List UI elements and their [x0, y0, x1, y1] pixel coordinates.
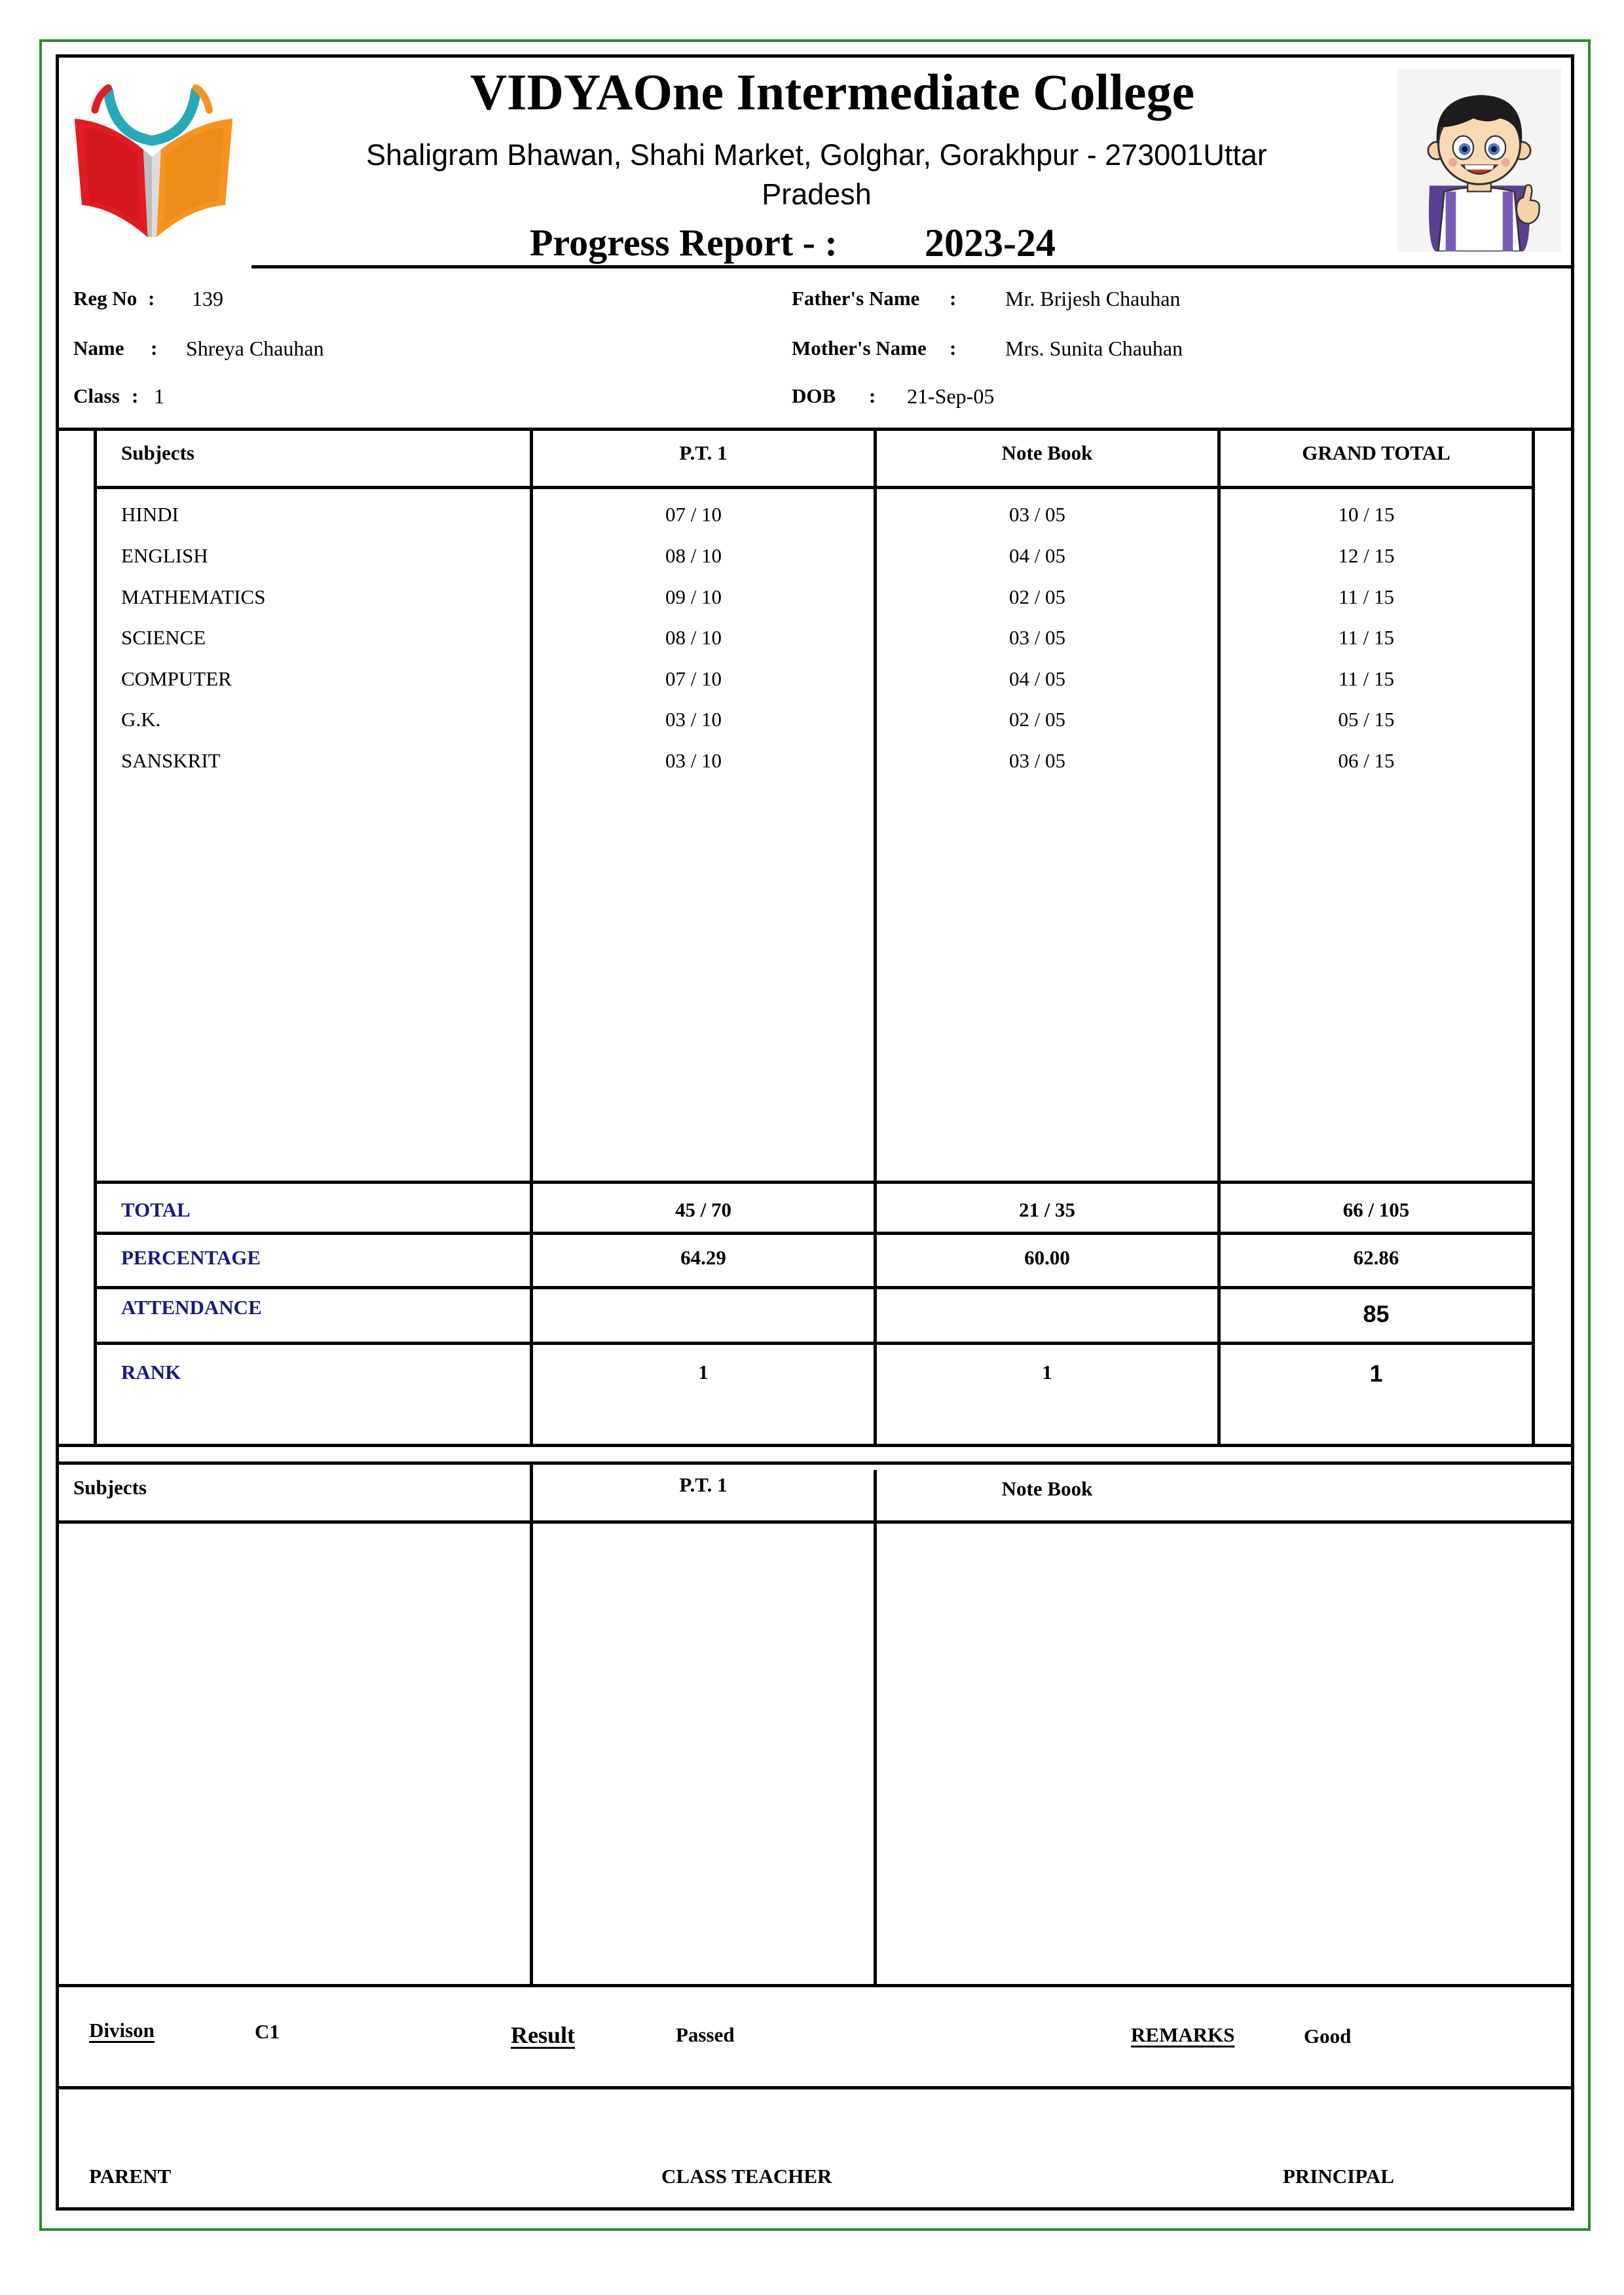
co-scholastic-header-pt1: P.T. 1	[679, 1473, 728, 1496]
percentage-pt1: 64.29	[680, 1246, 726, 1269]
dob-value: 21-Sep-05	[907, 384, 995, 408]
student-name-label: Name	[73, 337, 124, 359]
class-label: Class	[73, 384, 120, 407]
table-row	[0, 502, 1624, 528]
mother-name-value: Mrs. Sunita Chauhan	[1005, 337, 1183, 360]
report-session: 2023-24	[925, 221, 1056, 265]
marks-right-border	[1532, 429, 1535, 1445]
percentage-notebook: 60.00	[1024, 1246, 1070, 1269]
notebook-mark: 03 / 05	[1008, 626, 1066, 649]
percentage-label: PERCENTAGE	[121, 1246, 261, 1269]
table-row	[0, 543, 1624, 569]
grand-total-mark: 06 / 15	[1338, 749, 1395, 772]
pt1-mark: 09 / 10	[665, 585, 722, 608]
parent-signature-label: PARENT	[89, 2165, 172, 2188]
attendance-label: ATTENDANCE	[121, 1296, 262, 1319]
grand-total-mark: 11 / 15	[1338, 667, 1394, 690]
school-logo	[70, 73, 237, 242]
mother-name-separator: :	[950, 337, 957, 359]
total-row	[0, 1197, 1624, 1223]
table-row	[0, 625, 1624, 651]
attendance-value: 85	[1363, 1300, 1390, 1327]
total-notebook: 21 / 35	[1018, 1198, 1076, 1221]
open-book-logo-icon	[70, 73, 237, 242]
total-grand-total: 66 / 105	[1342, 1198, 1410, 1221]
student-cartoon-icon	[1397, 69, 1561, 251]
reg-no-label: Reg No	[73, 287, 138, 310]
subject-name: HINDI	[121, 503, 179, 526]
reg-no-separator: :	[148, 287, 155, 310]
principal-signature-label: PRINCIPAL	[1283, 2165, 1394, 2188]
notebook-mark: 02 / 05	[1008, 708, 1066, 731]
table-row	[0, 666, 1624, 692]
student-photo	[1397, 69, 1561, 251]
marks-col-divider	[874, 429, 877, 1445]
grand-total-mark: 12 / 15	[1338, 544, 1395, 567]
grand-total-mark: 05 / 15	[1338, 708, 1395, 731]
mother-name-label: Mother's Name	[792, 337, 927, 359]
co-scholastic-header-divider	[56, 1520, 1574, 1524]
grand-total-mark: 10 / 15	[1338, 503, 1395, 526]
subject-name: SANSKRIT	[121, 749, 221, 772]
header-divider	[251, 265, 1574, 268]
percentage-row-divider	[94, 1286, 1535, 1289]
father-name-label: Father's Name	[792, 287, 920, 310]
co-scholastic-top-line	[56, 1461, 1574, 1465]
co-scholastic-col-divider	[874, 1470, 877, 1985]
pt1-mark: 03 / 10	[665, 749, 722, 772]
class-separator: :	[132, 384, 139, 407]
notebook-mark: 03 / 05	[1008, 503, 1066, 526]
co-scholastic-header-notebook: Note Book	[1001, 1477, 1093, 1500]
report-frame	[56, 54, 1574, 2211]
percentage-row	[0, 1245, 1624, 1271]
dob-label: DOB	[792, 384, 836, 407]
notebook-mark: 04 / 05	[1008, 667, 1066, 690]
total-label: TOTAL	[121, 1198, 191, 1221]
division-label: Divison	[89, 2019, 155, 2042]
rank-pt1: 1	[698, 1361, 709, 1384]
marks-left-border	[94, 429, 97, 1445]
table-row	[0, 707, 1624, 733]
subject-name: G.K.	[121, 708, 161, 731]
total-pt1: 45 / 70	[674, 1198, 732, 1221]
rank-grand-total: 1	[1369, 1360, 1383, 1387]
dob-separator: :	[869, 384, 876, 407]
result-divider	[56, 2086, 1574, 2089]
attendance-row-divider	[94, 1342, 1535, 1345]
co-scholastic-col-divider	[530, 1463, 533, 1985]
student-name-separator: :	[151, 337, 158, 359]
father-name-separator: :	[950, 287, 957, 310]
notebook-mark: 04 / 05	[1008, 544, 1066, 567]
percentage-grand-total: 62.86	[1353, 1246, 1399, 1269]
subject-name: ENGLISH	[121, 544, 208, 567]
class-value: 1	[154, 384, 164, 408]
co-scholastic-header-subjects: Subjects	[73, 1476, 147, 1499]
pt1-mark: 08 / 10	[665, 626, 722, 649]
total-row-divider	[94, 1232, 1535, 1235]
marks-col-divider	[1217, 429, 1221, 1445]
pt1-mark: 08 / 10	[665, 544, 722, 567]
rank-label: RANK	[121, 1361, 181, 1384]
table-row	[0, 748, 1624, 774]
result-label: Result	[511, 2022, 575, 2048]
result-value: Passed	[676, 2023, 735, 2046]
report-title: Progress Report - :	[530, 221, 838, 264]
notebook-mark: 03 / 05	[1008, 749, 1066, 772]
grand-total-mark: 11 / 15	[1338, 626, 1394, 649]
column-header-pt1: P.T. 1	[679, 441, 728, 464]
subject-name: COMPUTER	[121, 667, 232, 690]
column-header-notebook: Note Book	[1001, 441, 1093, 464]
co-scholastic-bottom-line	[56, 1984, 1574, 1987]
attendance-row	[0, 1294, 1624, 1327]
pt1-mark: 07 / 10	[665, 503, 722, 526]
class-teacher-signature-label: CLASS TEACHER	[661, 2165, 832, 2188]
notebook-mark: 02 / 05	[1008, 585, 1066, 608]
info-divider	[56, 428, 1574, 431]
school-address: Shaligram Bhawan, Shahi Market, Golghar, Gorakhpur - 273001Uttar Pradesh	[366, 138, 1267, 211]
marks-table-bottom-line	[56, 1444, 1574, 1447]
marks-col-divider	[530, 429, 533, 1445]
marks-header-row	[0, 440, 1624, 466]
remarks-label: REMARKS	[1131, 2023, 1235, 2046]
pt1-mark: 03 / 10	[665, 708, 722, 731]
rank-notebook: 1	[1042, 1361, 1052, 1384]
reg-no-value: 139	[192, 287, 223, 310]
division-value: C1	[255, 2020, 280, 2043]
father-name-value: Mr. Brijesh Chauhan	[1005, 287, 1181, 310]
remarks-value: Good	[1304, 2025, 1352, 2047]
marks-body-divider	[94, 1181, 1535, 1184]
table-row	[0, 584, 1624, 610]
school-name: VIDYAOne Intermediate College	[470, 64, 1195, 120]
column-header-subjects: Subjects	[121, 441, 194, 464]
pt1-mark: 07 / 10	[665, 667, 722, 690]
rank-row	[0, 1359, 1624, 1386]
marks-header-divider	[94, 486, 1535, 489]
grand-total-mark: 11 / 15	[1338, 585, 1394, 608]
student-name-value: Shreya Chauhan	[186, 337, 324, 360]
subject-name: SCIENCE	[121, 626, 206, 649]
subject-name: MATHEMATICS	[121, 585, 266, 608]
column-header-grand-total: GRAND TOTAL	[1302, 441, 1450, 464]
